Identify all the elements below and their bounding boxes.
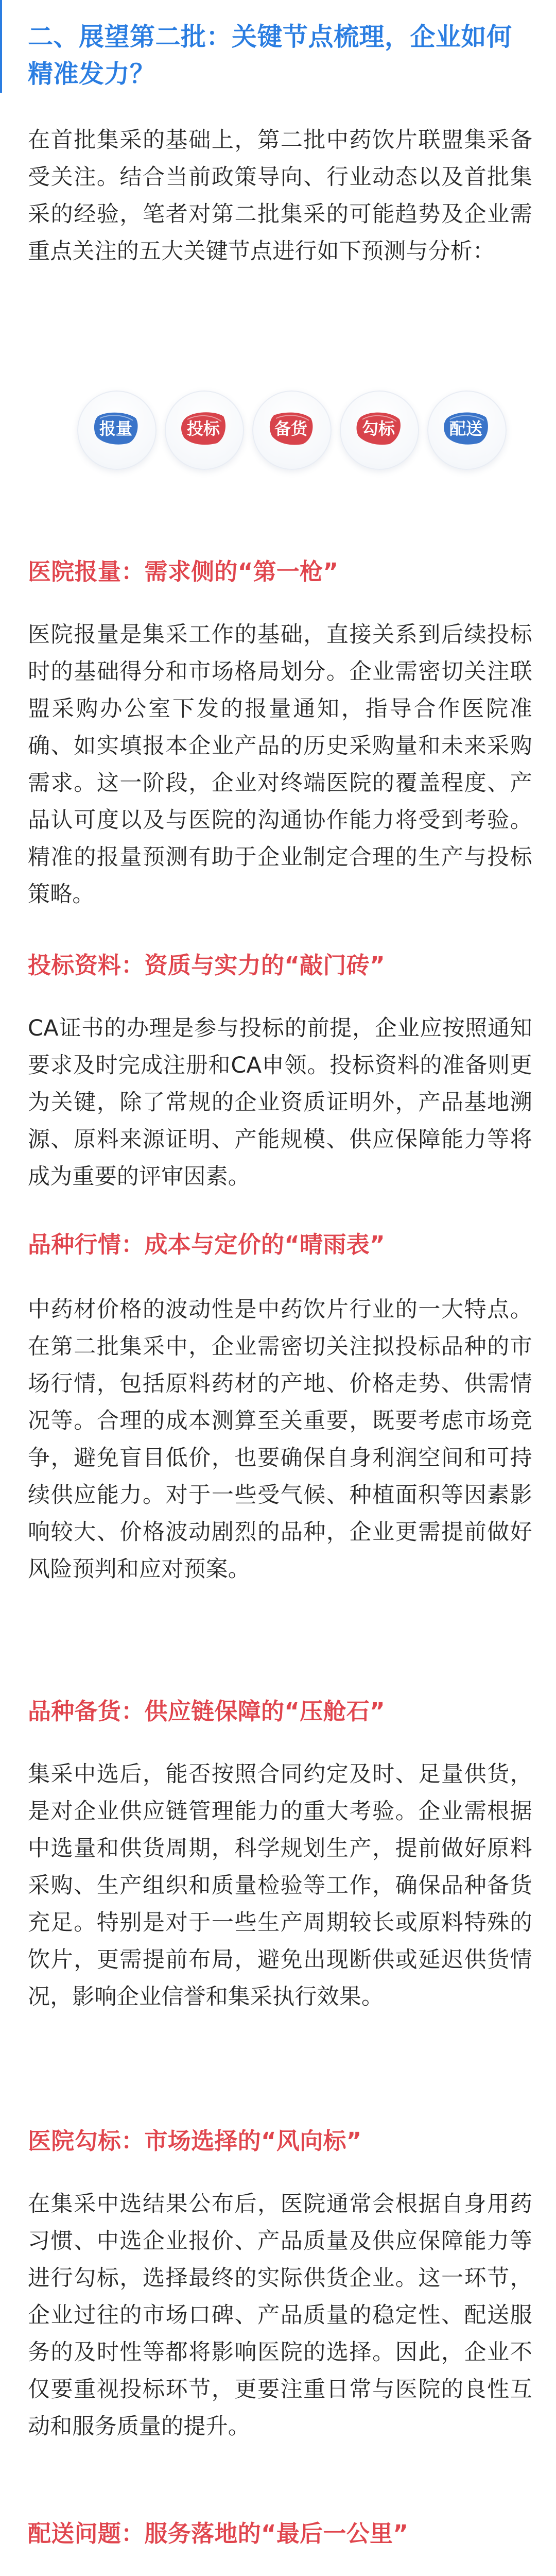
key-nodes-icon-row: [77, 391, 510, 478]
heading-stock-prep: 品种备货：供应链保障的“压舱石”: [28, 1698, 385, 1725]
body-bid-materials: CA证书的办理是参与投标的前提，企业应按照通知要求及时完成注册和CA申领。投标资料的准备则更为关键，除了常规的企业资质证明外，产品基地溯源、原料来源证明、产能规模、供应保障能力等将成为重要的评审因素。: [28, 1015, 532, 1190]
node-label: 勾标: [361, 419, 395, 438]
node-label: 报量: [99, 419, 132, 438]
heading-market-price: 品种行情：成本与定价的“晴雨表”: [28, 1231, 385, 1258]
node-label: 备货: [274, 419, 307, 438]
section-title: 二、展望第二批：关键节点梳理，企业如何精准发力？: [28, 22, 512, 89]
body-hospital-report: 医院报量是集采工作的基础，直接关系到后续投标时的基础得分和市场格局划分。企业需密切关注联盟采购办公室下发的报量通知，指导合作医院准确、如实填报本企业产品的历史采购量和未来采购需求。这一阶段，企业对终端医院的覆盖程度、产品认可度以及与医院的沟通协作能力将受到考验。精准的报量预测有助于企业制定合理的生产与投标策略。: [28, 622, 532, 907]
heading-hospital-select: 医院勾标：市场选择的“风向标”: [28, 2127, 362, 2155]
heading-delivery: 配送问题：服务落地的“最后一公里”: [28, 2520, 409, 2547]
title-accent-bar: [0, 0, 2, 93]
body-hospital-select: 在集采中选结果公布后，医院通常会根据自身用药习惯、中选企业报价、产品质量及供应保障能力等进行勾标，选择最终的实际供货企业。这一环节，企业过往的市场口碑、产品质量的稳定性、配送服务的及时性等都将影响医院的选择。因此，企业不仅要重视投标环节，更要注重日常与医院的良性互动和服务质量的提升。: [28, 2191, 532, 2439]
node-item-select: [340, 391, 417, 468]
title-block: [0, 0, 556, 108]
heading-bid-materials: 投标资料：资质与实力的“敲门砖”: [28, 952, 385, 979]
node-label: 投标: [186, 419, 220, 438]
body-stock-prep: 集采中选后，能否按照合同约定及时、足量供货，是对企业供应链管理能力的重大考验。企业需根据中选量和供货周期，科学规划生产，提前做好原料采购、生产组织和质量检验等工作，确保品种备货充足。特别是对于一些生产周期较长或原料特殊的饮片，更需提前布局，避免出现断供或延迟供货情况，影响企业信誉和集采执行效果。: [28, 1761, 532, 2010]
heading-hospital-report: 医院报量：需求侧的“第一枪”: [28, 558, 339, 585]
intro-paragraph: 在首批集采的基础上，第二批中药饮片联盟集采备受关注。结合当前政策导向、行业动态以及首批集采的经验，笔者对第二批集采的可能趋势及企业需重点关注的五大关键节点进行如下预测与分析：: [28, 127, 532, 264]
node-item-stock: [252, 391, 329, 468]
node-item-report: [77, 391, 154, 468]
node-label: 配送: [449, 419, 482, 438]
body-market-price: 中药材价格的波动性是中药饮片行业的一大特点。在第二批集采中，企业需密切关注拟投标品种的市场行情，包括原料药材的产地、价格走势、供需情况等。合理的成本测算至关重要，既要考虑市场竞争，避免盲目低价，也要确保自身利润空间和可持续供应能力。对于一些受气候、种植面积等因素影响较大、价格波动剧烈的品种，企业更需提前做好风险预判和应对预案。: [28, 1297, 532, 1582]
node-item-delivery: [427, 391, 505, 468]
node-item-bid: [165, 391, 242, 468]
